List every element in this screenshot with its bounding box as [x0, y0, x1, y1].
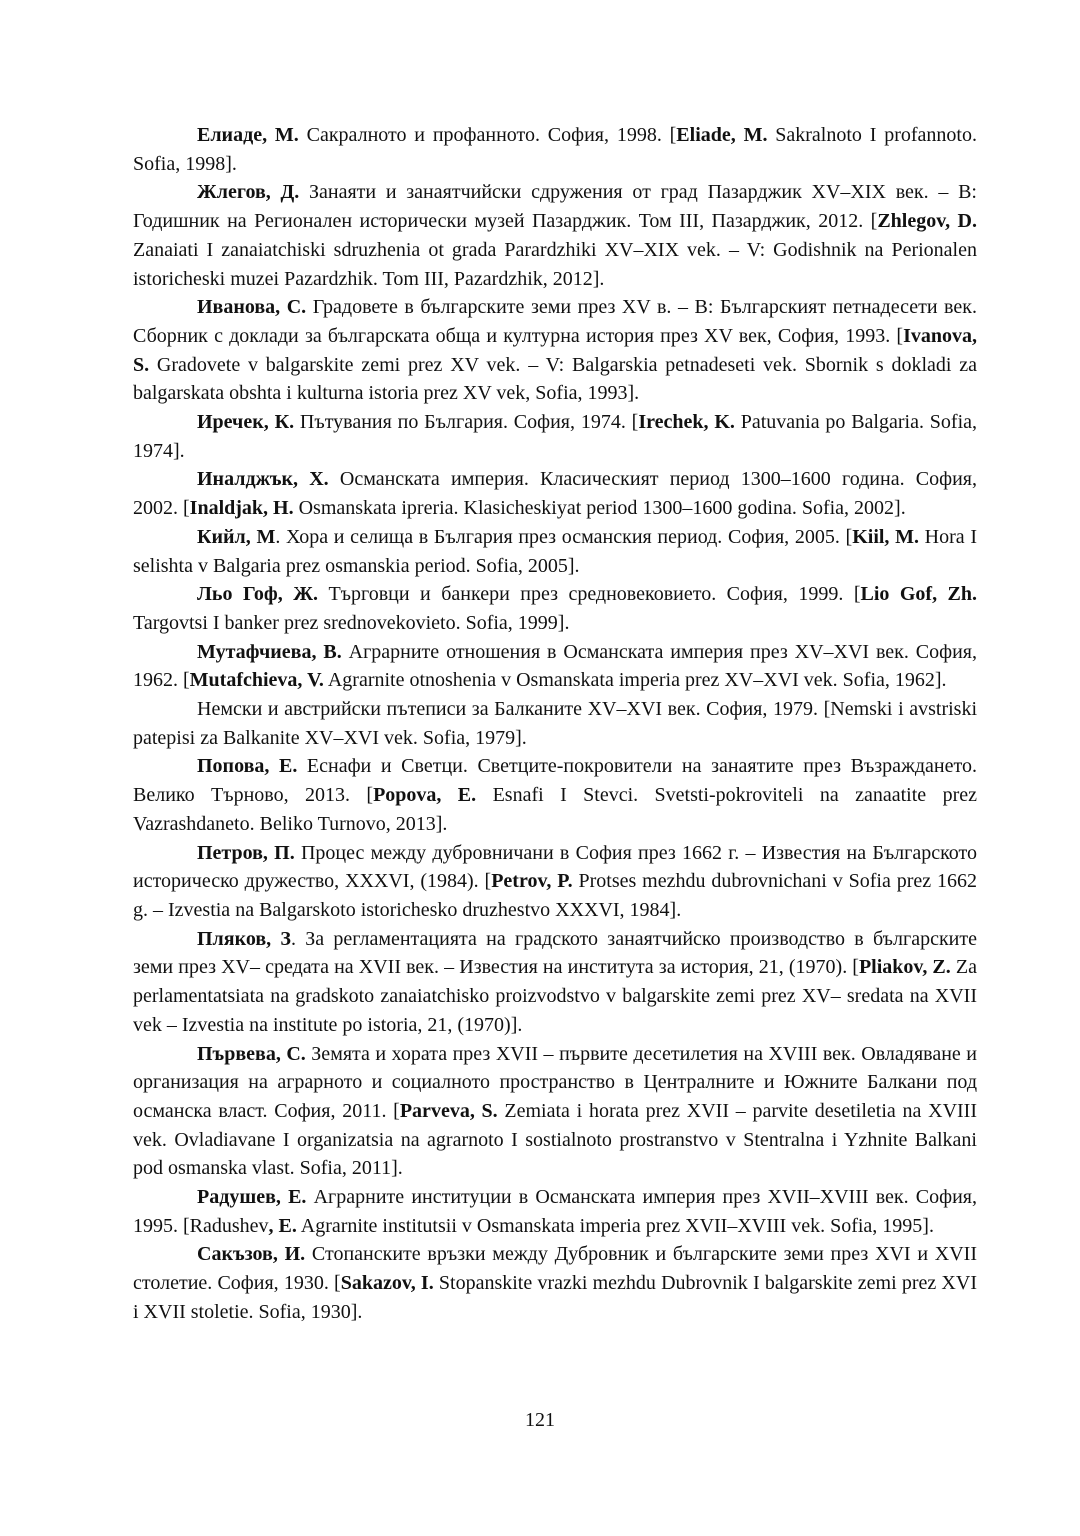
- reference-entry: [133, 408, 977, 465]
- reference-author: Sakazov, I.: [340, 1272, 434, 1295]
- reference-text: Osmanskata ipreria. Klasicheskiyat period 1300–1600 godina. Sofia, 2002].: [293, 497, 906, 520]
- reference-text: Процес между дубровничани в София през 1662 г. – Известия на Българското историческо дружество, XXXVI, (1984). [: [133, 841, 978, 893]
- reference-text: Пътувания по България. София, 1974. [: [294, 411, 639, 434]
- reference-entry: [133, 1183, 977, 1240]
- reference-text: Еснафи и Светци. Светците-покровители на занаятите през Възраждането. Велико Търново, 2013. [: [133, 755, 977, 807]
- reference-text: Земята и хората през XVII – първите десетилетия на XVIII век. Овладяване и организация на аграрното и социалното пространство в Централните и Южните Балкани под османска власт. София, 2011. [: [133, 1042, 977, 1122]
- reference-entry: [133, 925, 977, 1040]
- reference-text: Agrarnite otnoshenia v Osmanskata imperia prez XV–XVI vek. Sofia, 1962].: [323, 669, 947, 692]
- reference-entry: [133, 178, 977, 293]
- reference-text: Zanaiati I zanaiatchiski sdruzhenia ot grada Parardzhiki XV–XIX vek. – V: Godishnik na Perionalen istoricheski muzei Pazardzhik. Tom III, Pazardzhik, 2012].: [133, 238, 977, 290]
- reference-text: Protses mezhdu dubrovnichani v Sofia prez 1662 g. – Izvestia na Balgarskoto istorichesko druzhestvo XXXVI, 1984].: [133, 870, 977, 921]
- reference-author: Popova, E.: [373, 784, 477, 807]
- reference-entry: [133, 752, 977, 838]
- reference-text: . За регламентацията на градското занаятчийско производство в българските земи през XV– средата на XVII век. – Известия на института за история, 21, (1970). [: [133, 927, 977, 979]
- reference-entry: [133, 638, 977, 695]
- reference-author: Eliade, M.: [676, 124, 768, 146]
- reference-author: Ivanova, S.: [133, 324, 977, 376]
- reference-author: , E.: [268, 1214, 297, 1237]
- reference-text: Занаяти и занаятчийски сдружения от град Пазарджик XV–XIX век. – В: Годишник на Регионален исторически музей Пазарджик. Том III, Пазарджик, 2012. [: [133, 181, 977, 233]
- reference-entry: [133, 121, 977, 178]
- reference-text: Targovtsi I banker prez srednovekovieto. Sofia, 1999].: [133, 611, 570, 634]
- reference-text: Agrarnite institutsii v Osmanskata imperia prez XVII–XVIII vek. Sofia, 1995].: [296, 1214, 934, 1237]
- reference-text: Немски и австрийски пътеписи за Балканите XV–XVI век. София, 1979. [Nemski i avstriski patepisi za Balkanite XV–XVI vek. Sofia, 1979].: [133, 698, 977, 749]
- reference-author: Irechek, K.: [638, 411, 735, 434]
- reference-author: Lio Gof, Zh.: [860, 583, 977, 606]
- reference-text: Търговци и банкери през средновековието. София, 1999. [: [318, 583, 861, 606]
- reference-text: Стопанските връзки между Дубровник и българските земи през XVI и XVII столетие. София, 1930. [: [133, 1243, 977, 1295]
- reference-entry: [133, 1240, 977, 1326]
- reference-author: Попова, Е.: [197, 755, 298, 778]
- reference-text: Градовете в българските земи през XV в. – В: Българският петнадесети век. Сборник с доклади за българската обща и културна история през XV век, София, 1993. [: [133, 296, 977, 347]
- reference-author: Pliakov, Z.: [858, 956, 951, 979]
- reference-text: Za perlamentatsiata na gradskoto zanaiatchisko proizvodstvo v balgarskite zemi prez XV– sredata na XVII vek – Izvestia na institute po istoria, 21, (1970)].: [133, 956, 977, 1036]
- reference-author: Мутафчиева, В.: [197, 640, 342, 663]
- reference-author: Zhlegov, D.: [877, 210, 977, 233]
- reference-entry: [133, 580, 977, 637]
- reference-text: Hora I selishta v Balgaria prez osmanskia period. Sofia, 2005].: [133, 525, 977, 577]
- reference-entry: [133, 293, 977, 408]
- reference-text: Gradovete v balgarskite zemi prez XV vek. – V: Balgarskia petnadeseti vek. Sbornik s dokladi za balgarskata obshta i kulturna istoria prez XV vek, Sofia, 1993].: [133, 353, 977, 405]
- reference-author: Първева, С.: [197, 1042, 306, 1065]
- reference-author: Иречек, К.: [197, 411, 295, 434]
- reference-entry: [133, 695, 977, 752]
- page-number: 121: [525, 1409, 555, 1431]
- reference-author: Иналджък, Х.: [197, 468, 329, 491]
- reference-author: Елиаде, М.: [197, 124, 299, 146]
- reference-author: Inaldjak, H.: [189, 497, 294, 520]
- reference-text: Esnafi I Stevci. Svetsti-pokroviteli na zanaatite prez Vazrashdaneto. Beliko Turnovo, 2013].: [133, 784, 977, 835]
- reference-author: Льо Гоф, Ж.: [197, 583, 318, 606]
- reference-entry: [133, 839, 977, 925]
- reference-entry: [133, 465, 977, 522]
- reference-author: Parveva, S.: [399, 1099, 498, 1122]
- reference-author: Mutafchieva, V.: [189, 669, 324, 692]
- reference-text: Patuvania po Balgaria. Sofia, 1974].: [133, 411, 978, 462]
- reference-text: Аграрните отношения в Османската империя през XV–XVI век. София, 1962. [: [133, 640, 977, 692]
- reference-text: Сакралното и профанното. София, 1998. [: [298, 124, 677, 146]
- reference-text: Аграрните институции в Османската империя през XVII–XVIII век. София, 1995. [Radushev: [133, 1186, 977, 1237]
- reference-author: Petrov, P.: [491, 870, 573, 893]
- reference-author: Жлегов, Д.: [197, 181, 300, 204]
- reference-author: Радушев, Е.: [197, 1186, 307, 1209]
- reference-text: . Хора и селища в България през османския период. София, 2005. [: [275, 525, 853, 548]
- reference-author: Kiil, M.: [852, 525, 919, 548]
- reference-author: Иванова, С.: [197, 296, 307, 319]
- reference-entry: [133, 1040, 977, 1184]
- reference-text: Sakralnoto I profannoto. Sofia, 1998].: [133, 124, 977, 175]
- bibliography-list: [133, 121, 977, 1327]
- reference-entry: [133, 523, 977, 580]
- reference-author: Пляков, З: [197, 927, 291, 950]
- reference-text: Османската империя. Класическият период 1300–1600 година. София, 2002. [: [133, 468, 977, 520]
- reference-text: Stopanskite vrazki mezhdu Dubrovnik I balgarskite zemi prez XVI i XVII stoletie. Sofia, 1930].: [133, 1272, 977, 1323]
- reference-author: Кийл, М: [197, 525, 276, 548]
- reference-text: Zemiata i horata prez XVII – parvite desetiletia na XVIII vek. Ovladiavane I organizatsia na agrarnoto I sostialnoto prostranstvo v Stentralna i Yzhnite Balkani pod osmanska vlast. Sofia, 2011].: [133, 1099, 977, 1180]
- reference-author: Сакъзов, И.: [197, 1243, 306, 1266]
- reference-author: Петров, П.: [197, 841, 295, 864]
